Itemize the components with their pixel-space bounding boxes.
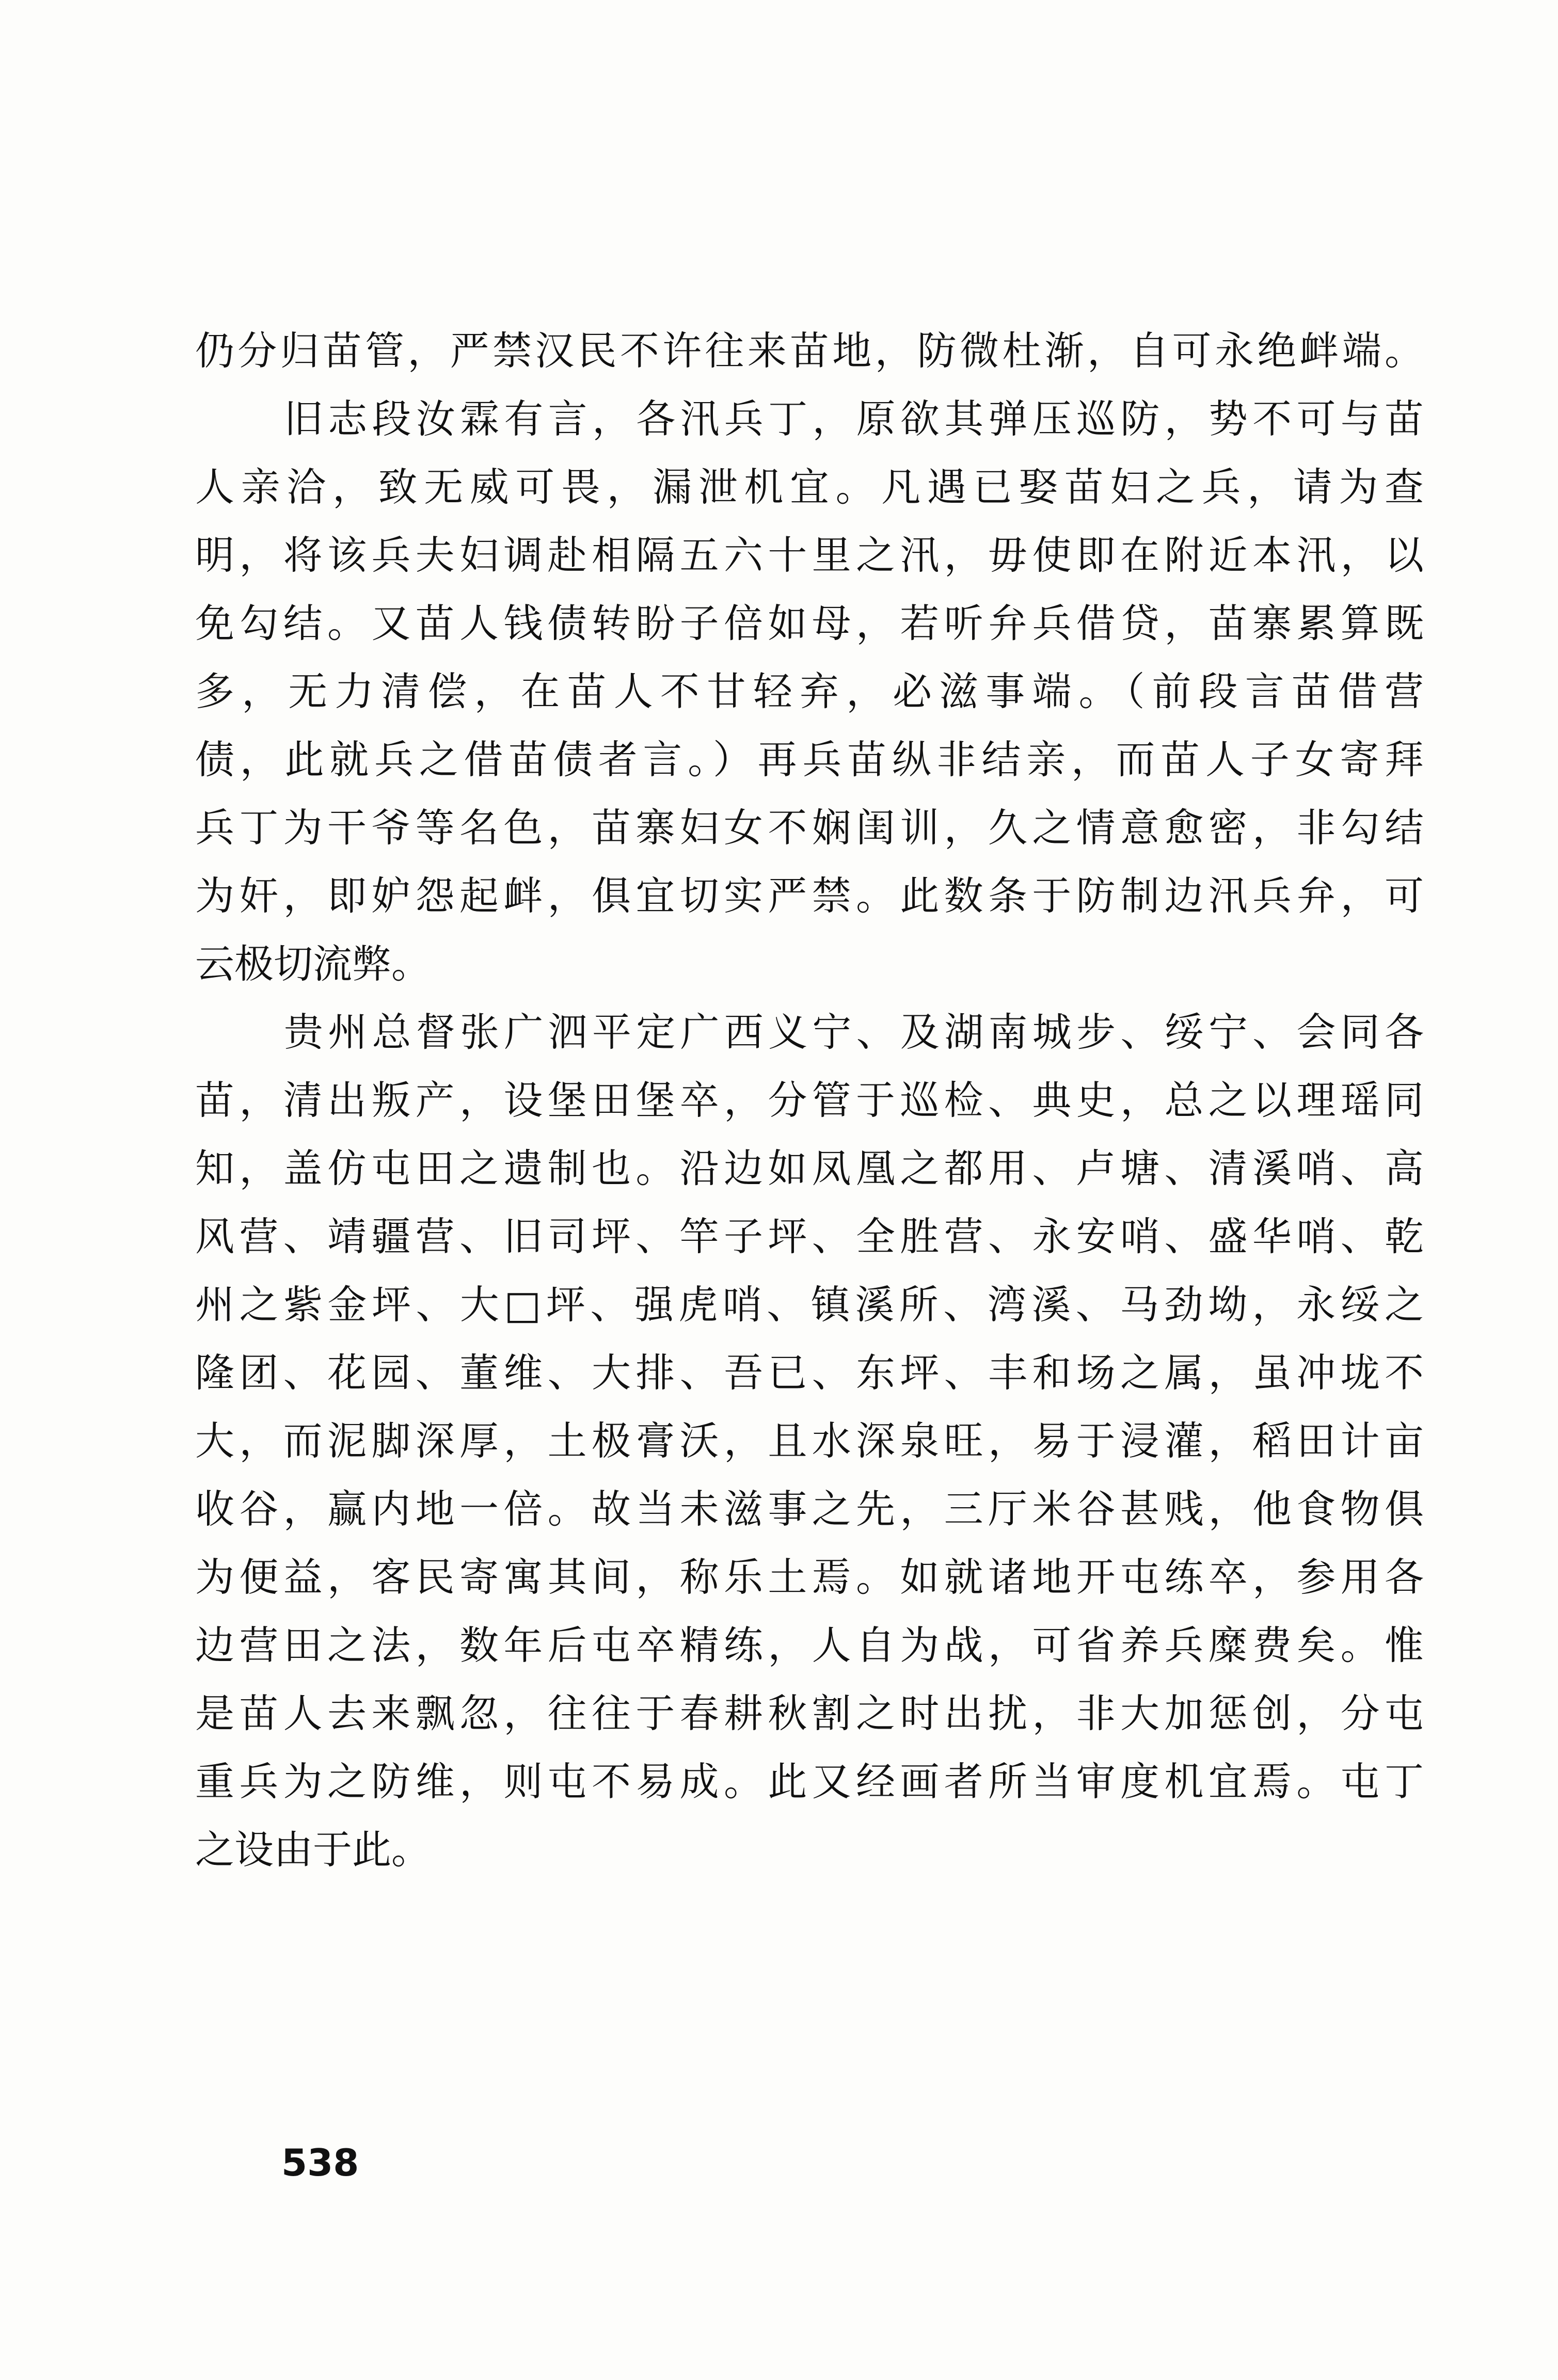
text-line-12: 苗，清出叛产，设堡田堡卒，分管于巡检、典史，总之以理瑶同 — [195, 1077, 1424, 1123]
text-line-21: 是苗人去来飘忽，往往于春耕秋割之时出扰，非大加惩创，分屯 — [195, 1690, 1424, 1736]
text-line-18: 收谷，赢内地一倍。故当未滋事之先，三厅米谷甚贱，他食物俱 — [195, 1486, 1424, 1532]
text-line-1: 仍分归苗管，严禁汉民不许往来苗地，防微杜渐，自可永绝衅端。 — [195, 328, 1424, 374]
text-line-19: 为便益，客民寄寓其间，称乐土焉。如就诸地开屯练卒，参用各 — [195, 1554, 1424, 1600]
text-line-16: 隆团、花园、董维、大排、吾已、东坪、丰和场之属，虽冲垅不 — [195, 1350, 1424, 1396]
text-line-20: 边营田之法，数年后屯卒精练，人自为战，可省养兵糜费矣。惟 — [195, 1622, 1424, 1668]
text-line-10: 云极切流弊。 — [195, 941, 431, 987]
text-line-11: 贵州总督张广泗平定广西义宁、及湖南城步、绥宁、会同各 — [284, 1009, 1424, 1055]
text-line-15: 州之紫金坪、大□坪、强虎哨、镇溪所、湾溪、马劲坳，永绥之 — [195, 1282, 1424, 1328]
text-line-13: 知，盖仿屯田之遗制也。沿边如凤凰之都用、卢塘、清溪哨、高 — [195, 1145, 1424, 1191]
text-line-3: 人亲洽，致无威可畏，漏泄机宜。凡遇已娶苗妇之兵，请为查 — [195, 464, 1424, 510]
text-line-14: 风营、靖疆营、旧司坪、竿子坪、全胜营、永安哨、盛华哨、乾 — [195, 1213, 1424, 1259]
text-line-23: 之设由于此。 — [195, 1827, 431, 1873]
text-line-8: 兵丁为干爷等名色，苗寨妇女不娴闺训，久之情意愈密，非勾结 — [195, 805, 1424, 851]
text-line-4: 明，将该兵夫妇调赴相隔五六十里之汛，毋使即在附近本汛，以 — [195, 532, 1424, 578]
text-line-7: 债，此就兵之借苗债者言。）再兵苗纵非结亲，而苗人子女寄拜 — [195, 737, 1424, 782]
text-line-22: 重兵为之防维，则屯不易成。此又经画者所当审度机宜焉。屯丁 — [195, 1759, 1424, 1804]
text-line-17: 大，而泥脚深厚，土极膏沃，且水深泉旺，易于浸灌，稻田计亩 — [195, 1418, 1424, 1464]
text-line-2: 旧志段汝霖有言，各汛兵丁，原欲其弹压巡防，势不可与苗 — [284, 396, 1424, 442]
page-number: 538 — [281, 2141, 359, 2184]
text-line-5: 免勾结。又苗人钱债转盼子倍如母，若听弁兵借贷，苗寨累算既 — [195, 600, 1424, 646]
text-line-6: 多，无力清偿，在苗人不甘轻弃，必滋事端。（前段言苗借营 — [195, 668, 1424, 714]
text-line-9: 为奸，即妒怨起衅，俱宜切实严禁。此数条于防制边汛兵弁，可 — [195, 873, 1424, 919]
